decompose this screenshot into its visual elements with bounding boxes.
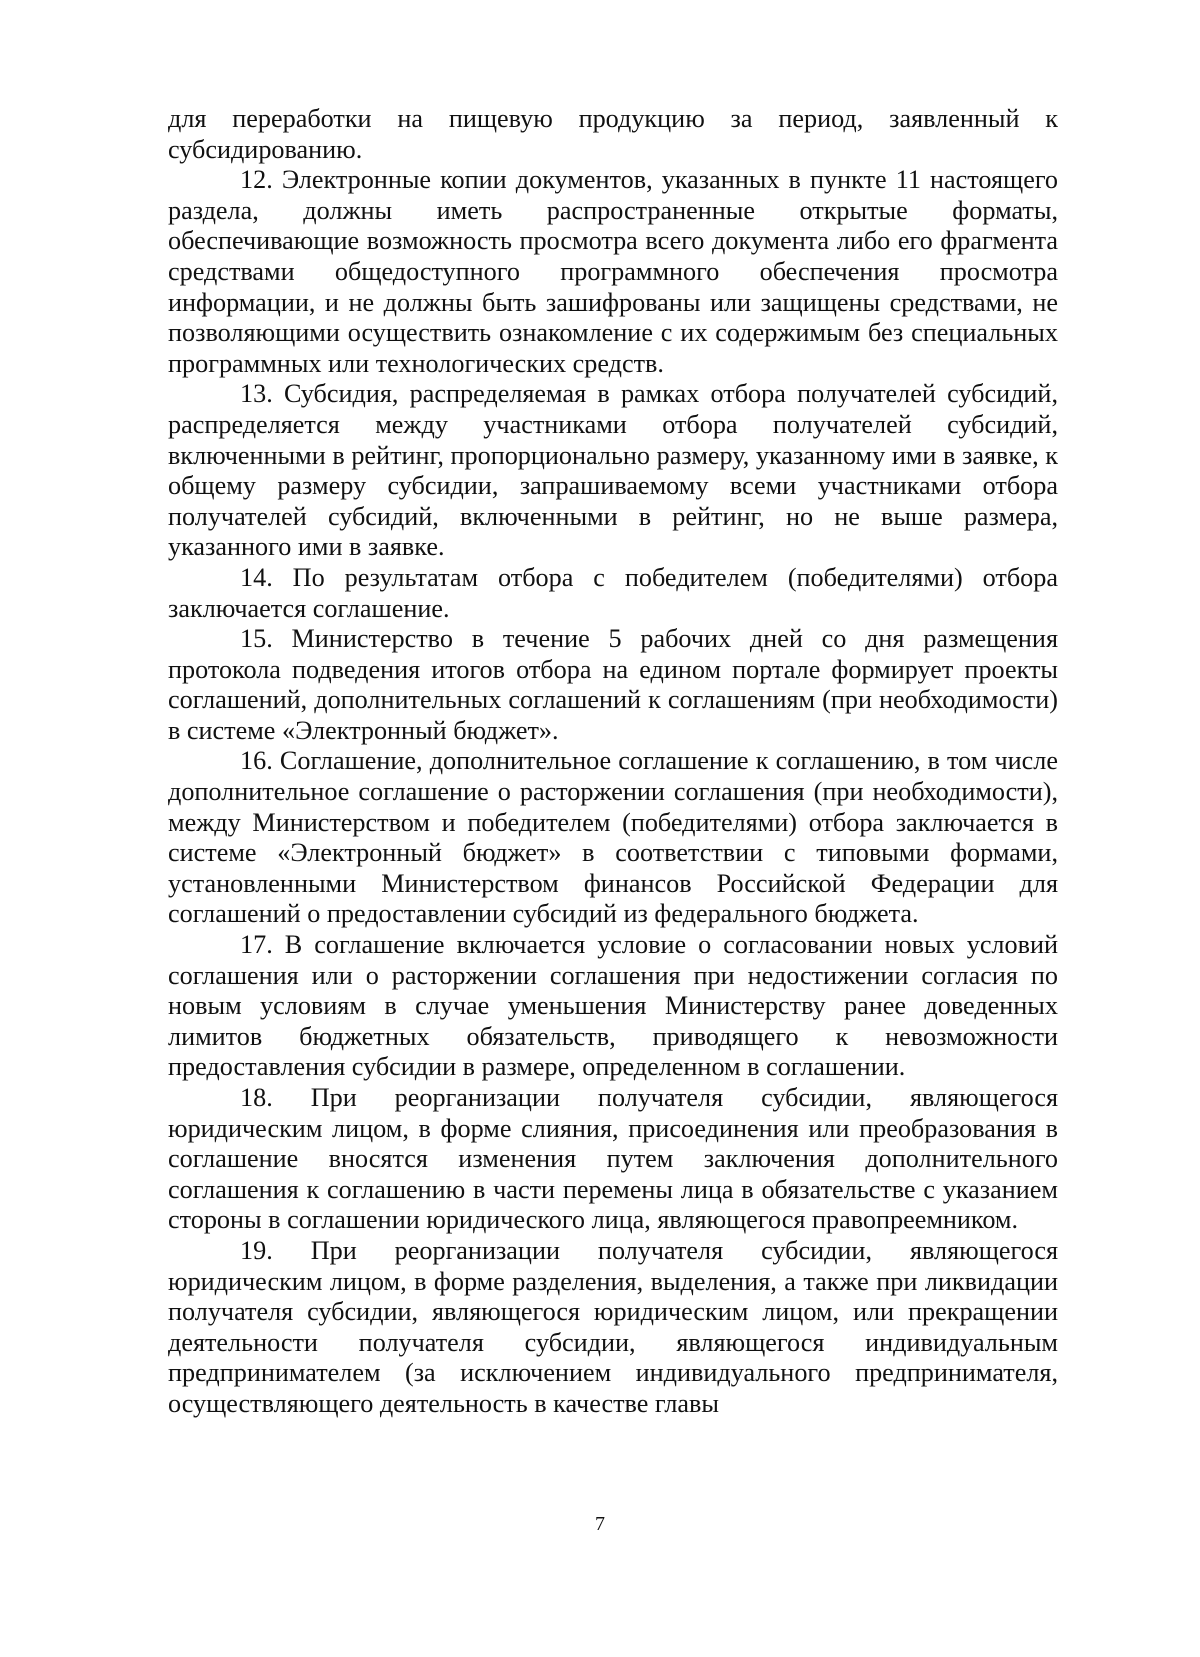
paragraph-12: 12. Электронные копии документов, указанных в пункте 11 настоящего раздела, должны иметь распространенные открытые форматы, обеспечивающие возможность просмотра всего документа либо его фрагмента средствами общедоступного программного обеспечения просмотра информации, и не должны быть зашифрованы или защищены средствами, не позволяющими осуществить ознакомление с их содержимым без специальных программных или технологических средств. [168, 165, 1058, 378]
paragraph-continuation: для переработки на пищевую продукцию за период, заявленный к субсидированию. [168, 104, 1058, 164]
paragraph-14: 14. По результатам отбора с победителем (победителями) отбора заключается соглашение. [168, 562, 1058, 623]
paragraph-16: 16. Соглашение, дополнительное соглашение к соглашению, в том числе дополнительное соглашение о расторжении соглашения (при необходимости), между Министерством и победителем (победителями) отбора заключается в системе «Электронный бюджет» в соответствии с типовыми формами, установленными Министерством финансов Российской Федерации для соглашений о предоставлении субсидий из федерального бюджета. [168, 746, 1058, 929]
paragraph-19: 19. При реорганизации получателя субсидии, являющегося юридическим лицом, в форме разделения, выделения, а также при ликвидации получателя субсидии, являющегося юридическим лицом, или прекращении деятельности получателя субсидии, являющегося индивидуальным предпринимателем (за исключением индивидуального предпринимателя, осуществляющего деятельность в качестве главы [168, 1235, 1058, 1418]
paragraph-15: 15. Министерство в течение 5 рабочих дней со дня размещения протокола подведения итогов отбора на едином портале формирует проекты соглашений, дополнительных соглашений к соглашениям (при необходимости) в системе «Электронный бюджет». [168, 624, 1058, 745]
page-number: 7 [595, 1513, 605, 1535]
paragraph-17: 17. В соглашение включается условие о согласовании новых условий соглашения или о расторжении соглашения при недостижении согласия по новым условиям в случае уменьшения Министерству ранее доведенных лимитов бюджетных обязательств, приводящего к невозможности предоставления субсидии в размере, определенном в соглашении. [168, 930, 1058, 1082]
paragraph-18: 18. При реорганизации получателя субсидии, являющегося юридическим лицом, в форме слияния, присоединения или преобразования в соглашение вносятся изменения путем заключения дополнительного соглашения к соглашению в части перемены лица в обязательстве с указанием стороны в соглашении юридического лица, являющегося правопреемником. [168, 1083, 1058, 1235]
paragraph-13: 13. Субсидия, распределяемая в рамках отбора получателей субсидий, распределяется между участниками отбора получателей субсидий, включенными в рейтинг, пропорционально размеру, указанному ими в заявке, к общему размеру субсидии, запрашиваемому всеми участниками отбора получателей субсидий, включенными в рейтинг, но не выше размера, указанного ими в заявке. [168, 379, 1058, 562]
document-body [168, 104, 1058, 1420]
